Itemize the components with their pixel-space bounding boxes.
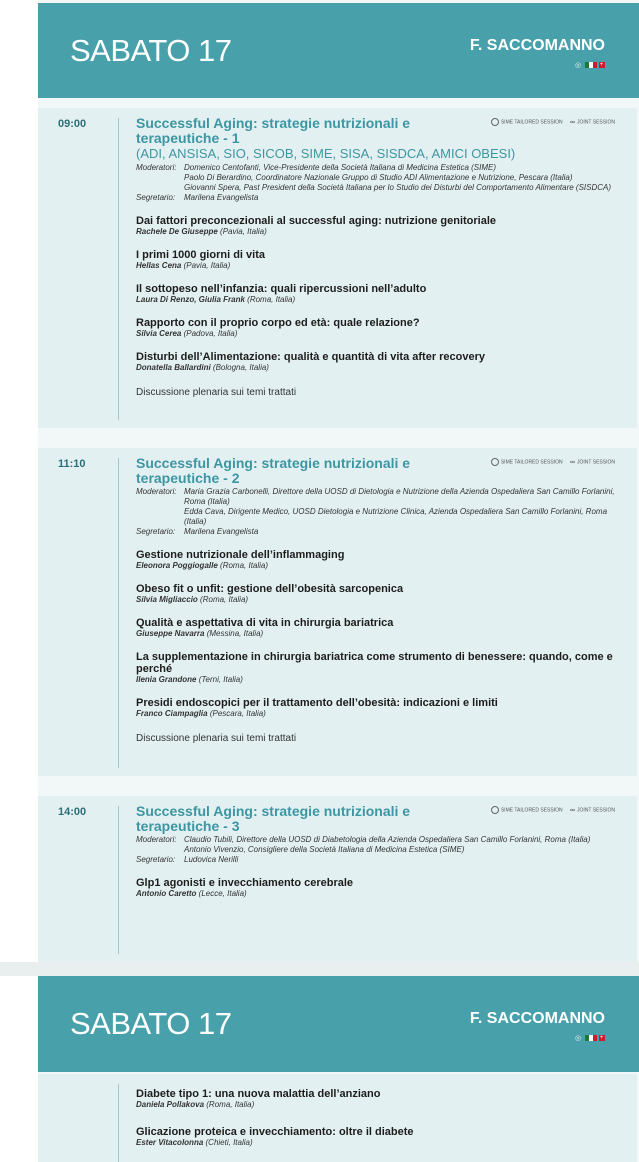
moderators xyxy=(136,163,617,203)
joint-tag: JOINT SESSION xyxy=(577,459,615,466)
session-title-bold: Successful Aging: strategie nutrizionali e terapeutiche - 1 xyxy=(136,115,411,146)
moderators xyxy=(136,487,617,537)
speaker-place: (Roma, Italia) xyxy=(220,561,269,570)
page-gap xyxy=(0,962,639,976)
speaker: Daniela Pollakova xyxy=(136,1100,205,1109)
talk-item xyxy=(136,617,617,639)
secretary-label: Segretario: xyxy=(136,855,176,864)
talk-item xyxy=(136,1126,617,1148)
talk-item xyxy=(136,317,617,339)
moderator: Domenico Centofanti, Vice-Presidente della Società Italiana di Medicina Estetica (SIME) xyxy=(184,163,497,172)
speaker-place: (Pescara, Italia) xyxy=(209,709,266,718)
session-time: 09:00 xyxy=(58,118,87,130)
joint-tag: JOINT SESSION xyxy=(577,119,615,126)
talk-title: Rapporto con il proprio corpo ed età: quale relazione? xyxy=(136,317,420,329)
moderators-label: Moderatori: xyxy=(136,835,177,844)
divider-line xyxy=(118,1084,119,1162)
talk-item xyxy=(136,651,617,685)
moderators-label: Moderatori: xyxy=(136,487,177,496)
speaker-place: (Bologna, Italia) xyxy=(212,363,269,372)
talk-title: Dai fattori preconcezionali al successful aging: nutrizione genitoriale xyxy=(136,215,497,227)
moderator: Maria Grazia Carbonelli, Direttore della UOSD di Dietologia e Nutrizione della Azienda Ospedaliera San Camillo Forlanini, Roma (Italia) xyxy=(184,487,615,506)
room-name: F. SACCOMANNO xyxy=(469,37,605,54)
speaker-place: (Roma, Italia) xyxy=(247,295,296,304)
session-time: 11:10 xyxy=(58,458,86,470)
session-content xyxy=(136,116,617,398)
session-content xyxy=(136,456,617,744)
talk-item xyxy=(136,877,617,899)
speaker: Silvia Migliaccio xyxy=(136,595,198,604)
talk-title: Glicazione proteica e invecchiamento: oltre il diabete xyxy=(136,1126,414,1138)
discussion: Discussione plenaria sui temi trattati xyxy=(136,733,297,744)
session-block xyxy=(38,796,637,962)
speaker: Ilenia Grandone xyxy=(136,675,197,684)
divider-line xyxy=(118,458,119,768)
talk-title: I primi 1000 giorni di vita xyxy=(136,249,265,261)
day-title: SABATO 17 xyxy=(70,33,232,68)
speaker: Franco Ciampaglia xyxy=(136,709,208,718)
divider-line xyxy=(118,118,119,420)
talk-title: Glp1 agonisti e invecchiamento cerebrale xyxy=(136,877,354,889)
speaker: Hellas Cena xyxy=(136,261,182,270)
talk-item xyxy=(136,215,617,237)
speaker: Laura Di Renzo, Giulia Frank xyxy=(136,295,245,304)
session-content xyxy=(136,804,617,899)
speaker-place: (Terni, Italia) xyxy=(198,675,243,684)
moderators-label: Moderatori: xyxy=(136,163,177,172)
tailored-tag: SIME TAILORED SESSION xyxy=(500,119,563,126)
language-flags-icon: ◎ + xyxy=(574,62,605,69)
speaker-place: (Padova, Italia) xyxy=(183,329,238,338)
room-name: F. SACCOMANNO xyxy=(469,1010,605,1027)
session-block xyxy=(38,1074,637,1162)
speaker-place: (Chieti, Italia) xyxy=(205,1138,253,1147)
moderator: Antonio Vivenzio, Consigliere della Società Italiana di Medicina Estetica (SIME) xyxy=(184,845,465,854)
moderator: Claudio Tubili, Direttore della UOSD di Diabetologia della Azienda Ospedaliera San Camillo Forlanini, Roma (Italia) xyxy=(184,835,591,844)
talk-title: La supplementazione in chirurgia bariatrica come strumento di benessere: quando, come e perché xyxy=(136,651,613,675)
session-title: Successful Aging: strategie nutrizionali e terapeutiche - 2 xyxy=(136,455,411,486)
secretary-label: Segretario: xyxy=(136,193,176,202)
secretary: Ludovica Nerilli xyxy=(184,855,239,864)
speaker: Antonio Caretto xyxy=(136,889,197,898)
divider-line xyxy=(118,806,119,954)
language-flags-icon: ◎ + xyxy=(574,1035,605,1042)
session-title: Successful Aging: strategie nutrizionali e terapeutiche - 3 xyxy=(136,803,411,834)
link-icon: ∞ xyxy=(570,118,576,126)
tailored-tag: SIME TAILORED SESSION xyxy=(500,459,563,466)
moderator: Paolo Di Berardino, Coordinatore Nazionale Gruppo di Studio ADI Alimentazione e Nutrizione, Pescara (Italia) xyxy=(184,173,573,182)
secretary-label: Segretario: xyxy=(136,527,176,536)
moderator: Giovanni Spera, Past President della Società Italiana per lo Studio dei Disturbi del Comportamento Alimentare (SISDCA) xyxy=(184,183,612,192)
talk-item xyxy=(136,1088,617,1110)
page-header xyxy=(38,3,639,98)
moderator: Edda Cava, Dirigente Medico, UOSD Dietologia e Nutrizione Clinica, Azienda Ospedaliera San Camillo Forlanini, Roma (Italia) xyxy=(184,507,608,526)
talk-item xyxy=(136,351,617,373)
speaker-place: (Pavia, Italia) xyxy=(220,227,267,236)
moderators xyxy=(136,835,617,865)
link-icon: ∞ xyxy=(570,806,576,814)
talk-title: Obeso fit o unfit: gestione dell’obesità sarcopenica xyxy=(136,583,404,595)
session-block xyxy=(38,448,637,776)
secretary: Marilena Evangelista xyxy=(184,193,259,202)
talk-item xyxy=(136,249,617,271)
day-title: SABATO 17 xyxy=(70,1006,232,1041)
talk-title: Gestione nutrizionale dell’inflammaging xyxy=(136,549,345,561)
discussion: Discussione plenaria sui temi trattati xyxy=(136,387,297,398)
joint-tag: JOINT SESSION xyxy=(577,807,615,814)
talk-title: Presidi endoscopici per il trattamento dell’obesità: indicazioni e limiti xyxy=(136,697,498,709)
speaker: Donatella Ballardini xyxy=(136,363,211,372)
talk-title: Diabete tipo 1: una nuova malattia dell’anziano xyxy=(136,1088,381,1100)
speaker: Silvia Cerea xyxy=(136,329,182,338)
session-societies: (ADI, ANSISA, SIO, SICOB, SIME, SISA, SISDCA, AMICI OBESI) xyxy=(136,146,516,161)
talk-title: Qualità e aspettativa di vita in chirurgia bariatrica xyxy=(136,617,394,629)
speaker-place: (Messina, Italia) xyxy=(206,629,264,638)
speaker-place: (Pavia, Italia) xyxy=(183,261,231,270)
session-time: 14:00 xyxy=(58,806,87,818)
talk-title: Disturbi dell’Alimentazione: qualità e quantità di vita after recovery xyxy=(136,351,486,363)
speaker: Giuseppe Navarra xyxy=(136,629,205,638)
talk-title: Il sottopeso nell’infanzia: quali ripercussioni nell’adulto xyxy=(136,283,427,295)
speaker: Eleonora Poggiogalle xyxy=(136,561,218,570)
speaker: Ester Vitacolonna xyxy=(136,1138,204,1147)
talk-item xyxy=(136,583,617,605)
session-block xyxy=(38,108,637,428)
speaker-place: (Roma, Italia) xyxy=(200,595,249,604)
speaker-place: (Lecce, Italia) xyxy=(198,889,247,898)
tailored-tag: SIME TAILORED SESSION xyxy=(500,807,563,814)
session-content xyxy=(136,1088,617,1148)
secretary: Marilena Evangelista xyxy=(184,527,259,536)
talk-item xyxy=(136,549,617,571)
link-icon: ∞ xyxy=(570,458,576,466)
talk-item xyxy=(136,697,617,719)
talk-item xyxy=(136,283,617,305)
speaker-place: (Roma, Italia) xyxy=(206,1100,255,1109)
speaker: Rachele De Giuseppe xyxy=(136,227,218,236)
page-header xyxy=(38,976,639,1072)
